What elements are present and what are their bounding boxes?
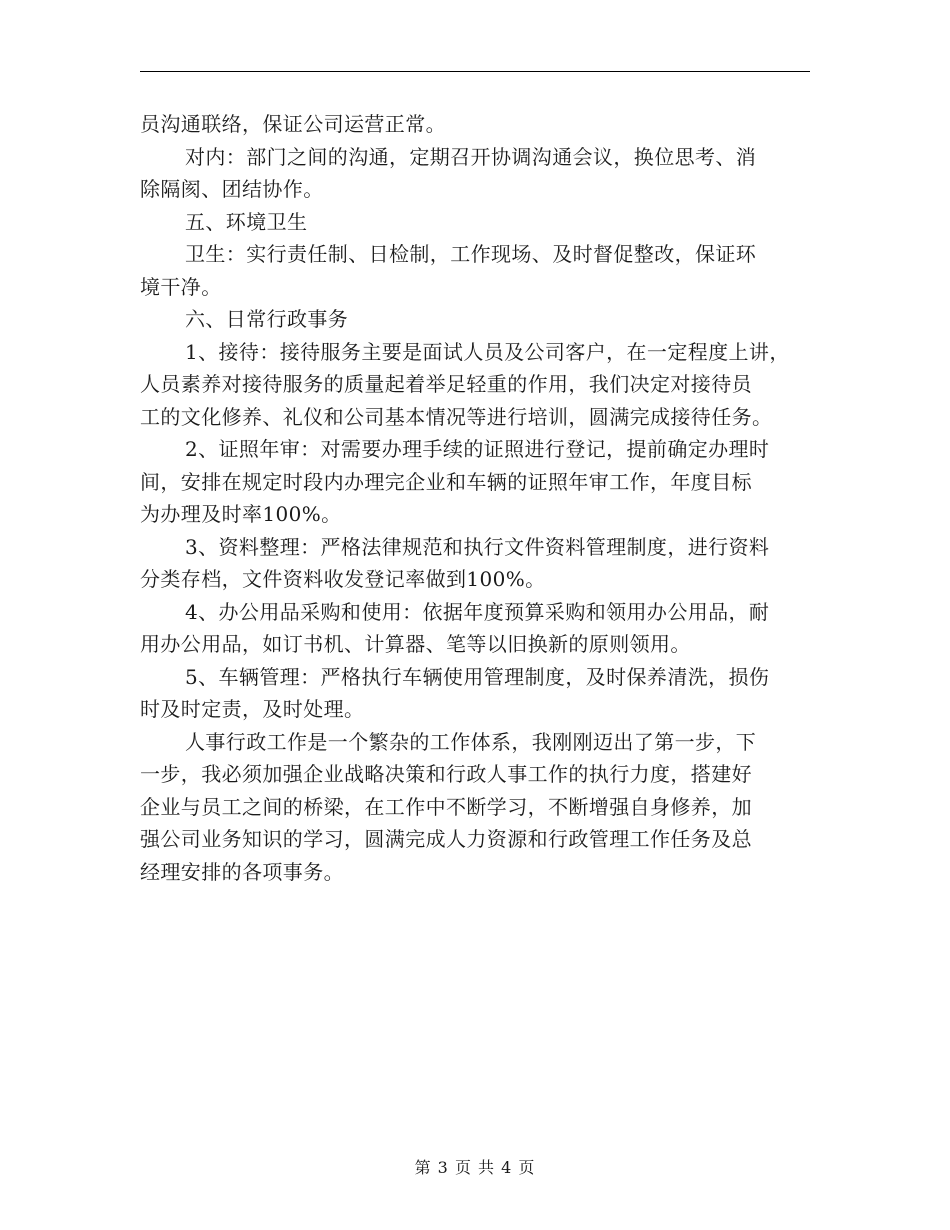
header-rule [140,71,810,72]
text-line: 4、办公用品采购和使用：依据年度预算采购和领用办公用品，耐 [185,599,770,624]
text-line: 为办理及时率100%。 [140,502,342,526]
text-line: 人事行政工作是一个繁杂的工作体系，我刚刚迈出了第一步，下 [185,729,757,754]
text-line: 间，安排在规定时段内办理完企业和车辆的证照年审工作，年度目标 [140,469,752,494]
text-line: 1、接待：接待服务主要是面试人员及公司客户，在一定程度上讲， [185,339,790,364]
text-line: 企业与员工之间的桥梁，在工作中不断学习，不断增强自身修养，加 [140,794,752,819]
text-line: 人员素养对接待服务的质量起着举足轻重的作用，我们决定对接待员 [140,372,752,396]
text-line: 对内：部门之间的沟通，定期召开协调沟通会议，换位思考、消 [185,144,757,169]
text-line: 时及时定责，及时处理。 [140,697,365,721]
text-line: 除隔阂、团结协作。 [140,177,324,201]
text-line: 经理安排的各项事务。 [140,859,344,884]
document-body [140,108,812,888]
text-line: 3、资料整理：严格法律规范和执行文件资料管理制度，进行资料 [185,534,770,559]
text-line: 境干净。 [140,274,222,299]
text-line: 分类存档，文件资料收发登记率做到100%。 [140,567,546,591]
text-line: 用办公用品，如订书机、计算器、笔等以旧换新的原则领用。 [140,632,691,656]
page-number: 第 3 页 共 4 页 [414,1158,536,1177]
text-line: 强公司业务知识的学习，圆满完成人力资源和行政管理工作任务及总 [140,827,752,851]
text-line: 5、车辆管理：严格执行车辆使用管理制度，及时保养清洗，损伤 [185,664,770,689]
text-line: 工的文化修养、礼仪和公司基本情况等进行培训，圆满完成接待任务。 [140,404,773,429]
text-line: 员沟通联络，保证公司运营正常。 [140,112,446,136]
text-line: 一步，我必须加强企业战略决策和行政人事工作的执行力度，搭建好 [140,762,752,786]
section-heading: 六、日常行政事务 [185,307,349,331]
text-line: 2、证照年审：对需要办理手续的证照进行登记，提前确定办理时 [185,437,770,461]
section-heading: 五、环境卫生 [185,209,308,234]
text-line: 卫生：实行责任制、日检制，工作现场、及时督促整改，保证环 [185,242,757,266]
